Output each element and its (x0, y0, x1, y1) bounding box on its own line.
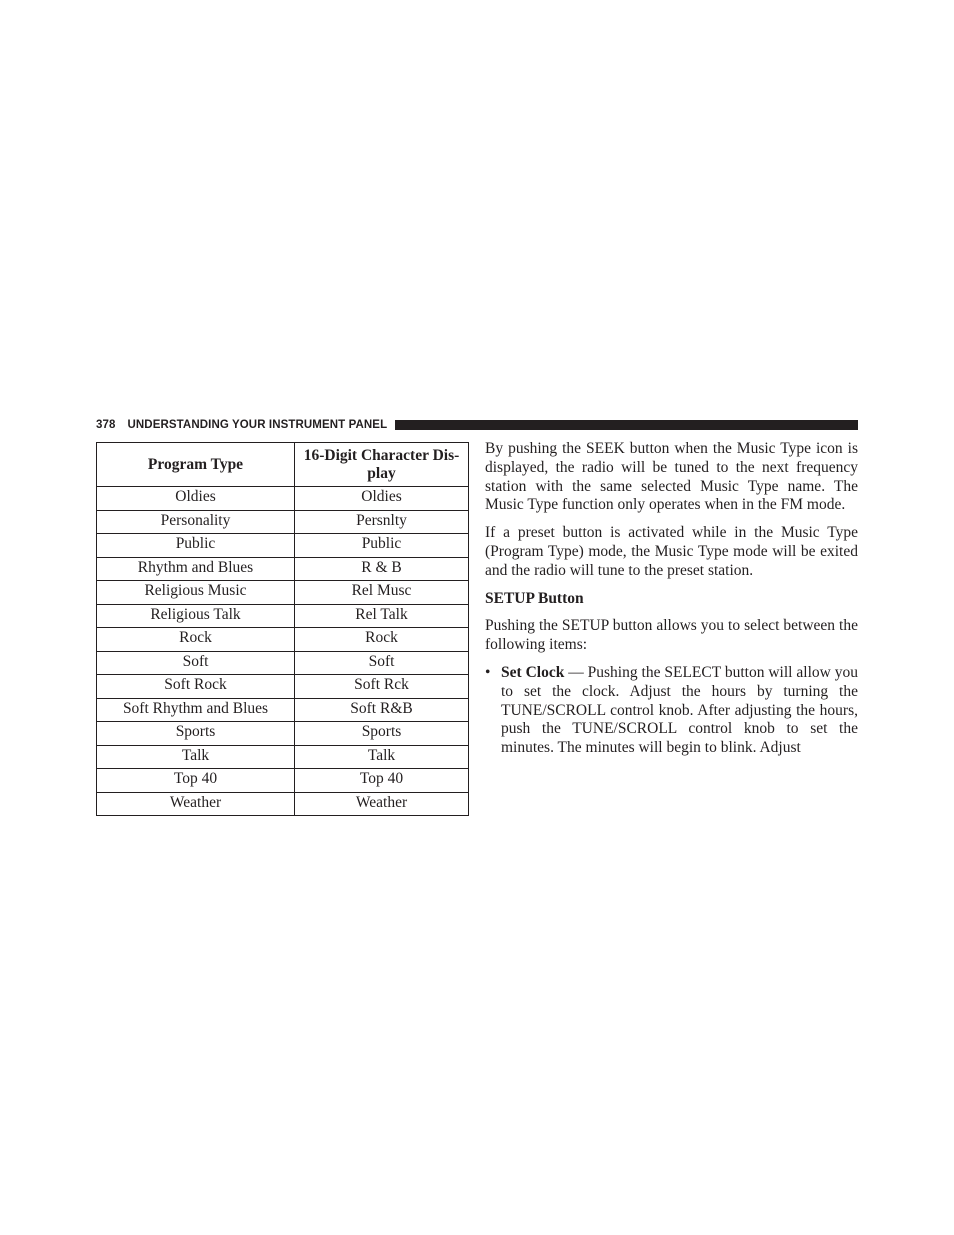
table-row (97, 557, 469, 581)
column-header-character-display: 16-Digit Character Dis- play (295, 443, 469, 487)
display-text-cell: Soft Rck (295, 675, 469, 699)
display-text-cell: Sports (295, 722, 469, 746)
program-type-cell: Soft (97, 651, 295, 675)
table-row (97, 510, 469, 534)
display-text-cell: Rock (295, 628, 469, 652)
table-row (97, 628, 469, 652)
body-column (485, 440, 858, 758)
table-row (97, 792, 469, 816)
display-text-cell: Oldies (295, 487, 469, 511)
table-row (97, 745, 469, 769)
preset-paragraph: If a preset button is activated while in the Music Type (Program Type) mode, the Music Type mode will be exited and the radio will tune to the preset station. (485, 524, 858, 579)
table-row (97, 581, 469, 605)
table-header-row (97, 443, 469, 487)
program-type-cell: Religious Music (97, 581, 295, 605)
set-clock-bullet (485, 664, 858, 758)
table-row (97, 604, 469, 628)
set-clock-label: Set Clock (501, 663, 565, 681)
display-text-cell: Soft R&B (295, 698, 469, 722)
display-text-cell: Top 40 (295, 769, 469, 793)
program-type-cell: Religious Talk (97, 604, 295, 628)
setup-intro-paragraph: Pushing the SETUP button allows you to select between the following items: (485, 617, 858, 654)
program-type-cell: Top 40 (97, 769, 295, 793)
display-text-cell: Talk (295, 745, 469, 769)
page-number: 378 (96, 419, 116, 431)
table-row (97, 534, 469, 558)
program-type-cell: Rock (97, 628, 295, 652)
table-row (97, 487, 469, 511)
table-row (97, 651, 469, 675)
display-text-cell: Rel Talk (295, 604, 469, 628)
setup-button-heading: SETUP Button (485, 589, 584, 607)
table-row (97, 675, 469, 699)
table-row (97, 769, 469, 793)
set-clock-text: — Pushing the SELECT button will allow you to set the clock. Adjust the hours by turning the TUNE/SCROLL control knob. After adjusting the hours, push the TUNE/SCROLL control knob to set the minutes. The minutes will begin to blink. Adjust (501, 663, 858, 757)
program-type-cell: Weather (97, 792, 295, 816)
display-text-cell: Weather (295, 792, 469, 816)
program-type-cell: Sports (97, 722, 295, 746)
display-text-cell: Persnlty (295, 510, 469, 534)
table-row (97, 722, 469, 746)
bullet-dot: • (485, 663, 491, 681)
program-type-cell: Soft Rhythm and Blues (97, 698, 295, 722)
display-text-cell: R & B (295, 557, 469, 581)
column-header-program-type: Program Type (97, 443, 295, 487)
display-text-cell: Public (295, 534, 469, 558)
program-type-cell: Soft Rock (97, 675, 295, 699)
program-type-cell: Rhythm and Blues (97, 557, 295, 581)
section-title: UNDERSTANDING YOUR INSTRUMENT PANEL (127, 419, 388, 431)
program-type-cell: Public (97, 534, 295, 558)
program-type-cell: Personality (97, 510, 295, 534)
header-rule (395, 420, 858, 430)
program-type-cell: Oldies (97, 487, 295, 511)
seek-paragraph: By pushing the SEEK button when the Music Type icon is displayed, the radio will be tuned to the next frequency station with the same selected Music Type name. The Music Type function only operates when in the FM mode. (485, 440, 858, 514)
program-type-cell: Talk (97, 745, 295, 769)
table-row (97, 698, 469, 722)
program-type-table (96, 442, 469, 816)
display-text-cell: Rel Musc (295, 581, 469, 605)
display-text-cell: Soft (295, 651, 469, 675)
page-header (96, 417, 858, 433)
